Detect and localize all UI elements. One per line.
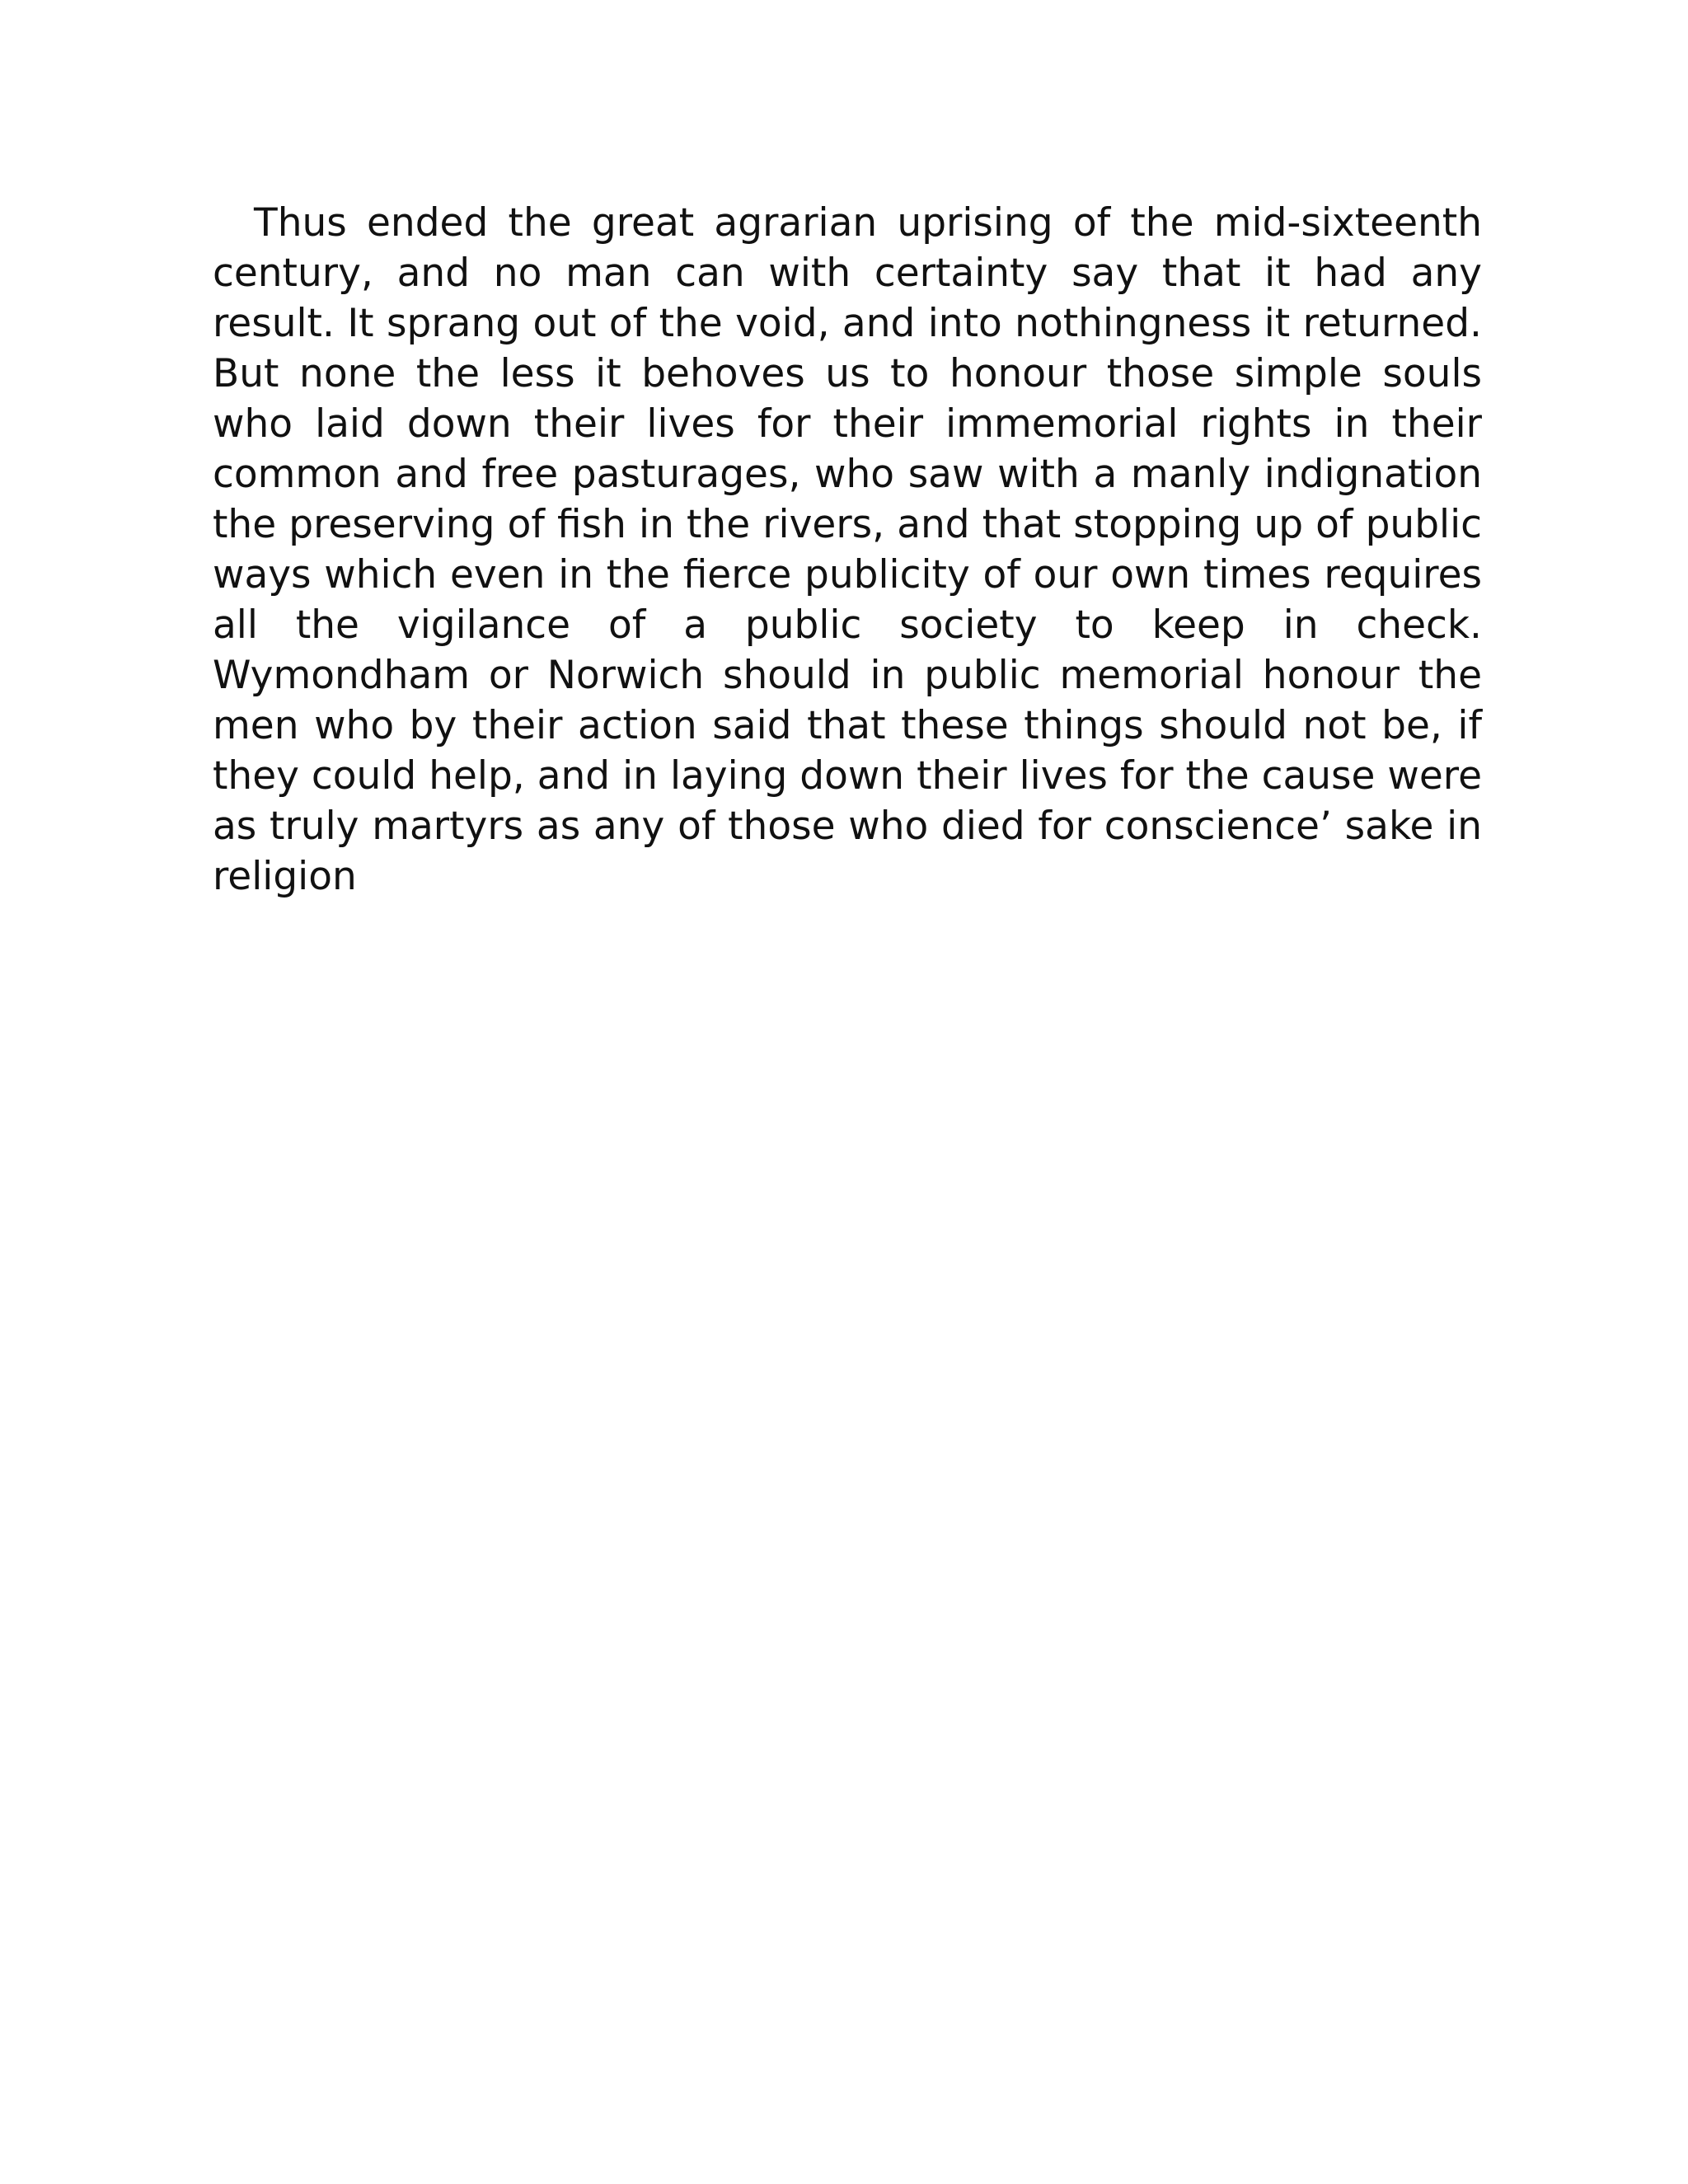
body-paragraph: Thus ended the great agrarian uprising of the mid-sixteenth century, and no man can with certainty say that it had any result. It sprang out of the void, and into nothingness it returned. But none the less it behoves us to honour those simple souls who laid down their lives for their immemorial rights in their common and free pasturages, who saw with a manly indignation the preserving of fish in the rivers, and that stopping up of public ways which even in the fierce publicity of our own times requires all the vigilance of a public society to keep in check. Wymondham or Norwich should in public memorial honour the men who by their action said that these things should not be, if they could help, and in laying down their lives for the cause were as truly martyrs as any of those who died for conscience’ sake in religion	[213, 200, 1482, 899]
